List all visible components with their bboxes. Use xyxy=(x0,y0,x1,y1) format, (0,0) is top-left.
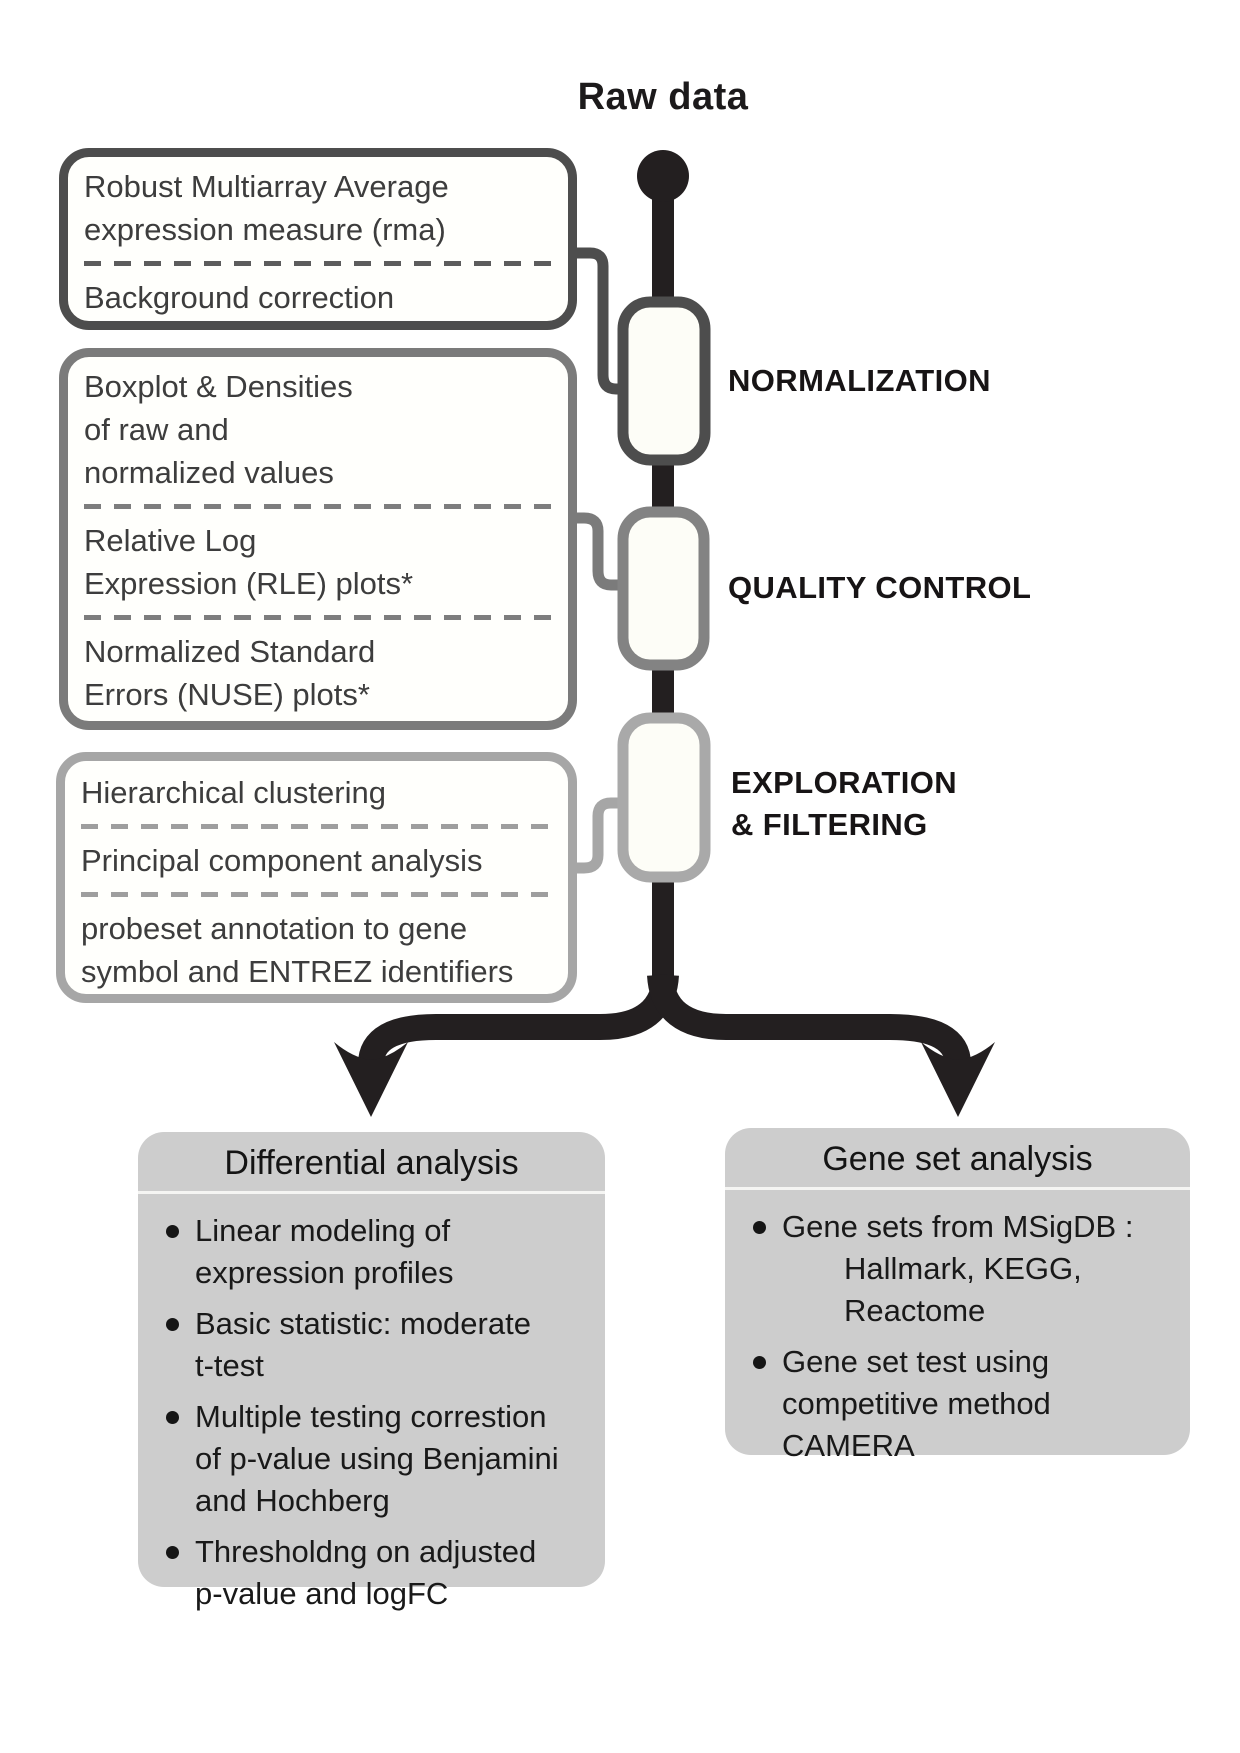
bullet-item xyxy=(166,1531,587,1615)
bullet-line: Multiple testing correstion xyxy=(195,1399,547,1434)
bullet-line: Basic statistic: moderate xyxy=(195,1306,531,1341)
bullet-line: competitive method xyxy=(782,1386,1051,1421)
bullet-dot-icon xyxy=(166,1546,179,1559)
step-line: Hierarchical clustering xyxy=(81,775,386,810)
bullet-line: and Hochberg xyxy=(195,1483,390,1518)
step-line: Normalized Standard xyxy=(84,634,376,669)
stage-node-normalization xyxy=(623,302,705,460)
step-line: probeset annotation to gene xyxy=(81,911,468,946)
step-cell xyxy=(81,907,554,993)
step-box-quality-control xyxy=(59,348,577,730)
bullet-item xyxy=(166,1396,587,1522)
stage-label-line: EXPLORATION xyxy=(731,765,958,800)
bullet-item xyxy=(166,1303,587,1387)
bullet-line: Hallmark, KEGG, xyxy=(844,1251,1082,1286)
stage-node-exploration xyxy=(623,718,705,877)
panel-title: Gene set analysis xyxy=(822,1140,1093,1178)
dashed-divider xyxy=(84,261,554,266)
step-line: Relative Log xyxy=(84,523,257,558)
bullet-dot-icon xyxy=(166,1411,179,1424)
step-cell xyxy=(81,771,554,814)
step-line: expression measure (rma) xyxy=(84,212,446,247)
stage-label-exploration xyxy=(731,762,957,846)
connector-quality-control xyxy=(577,518,624,585)
step-box-exploration xyxy=(56,752,577,1003)
stage-label-line: & FILTERING xyxy=(731,807,928,842)
connector-normalization xyxy=(577,253,624,389)
step-line: of raw and xyxy=(84,412,229,447)
bullet-item xyxy=(753,1341,1172,1467)
stage-label-normalization: NORMALIZATION xyxy=(728,363,991,398)
bullet-dot-icon xyxy=(753,1356,766,1369)
step-line: Background correction xyxy=(84,280,395,315)
stage-node-quality-control xyxy=(623,512,704,665)
step-cell xyxy=(84,519,554,605)
stage-label-quality-control: QUALITY CONTROL xyxy=(728,570,1032,605)
step-line: Expression (RLE) plots* xyxy=(84,566,414,601)
raw-data-node xyxy=(637,150,689,202)
panel-gene-set-analysis xyxy=(725,1128,1190,1463)
step-line: Errors (NUSE) plots* xyxy=(84,677,370,712)
raw-data-label: Raw data xyxy=(577,76,749,118)
step-line: Boxplot & Densities xyxy=(84,369,353,404)
step-line: normalized values xyxy=(84,455,334,490)
dashed-divider xyxy=(81,824,554,829)
bullet-dot-icon xyxy=(166,1225,179,1238)
bullet-line: t-test xyxy=(195,1348,264,1383)
bullet-line: CAMERA xyxy=(782,1428,915,1463)
bullet-dot-icon xyxy=(753,1221,766,1234)
dashed-divider xyxy=(84,504,554,509)
panel-differential-analysis xyxy=(138,1132,605,1611)
dashed-divider xyxy=(84,615,554,620)
bullet-line: Linear modeling of xyxy=(195,1213,451,1248)
bullet-line: of p-value using Benjamini xyxy=(195,1441,559,1476)
step-cell xyxy=(84,365,554,494)
bullet-line: Reactome xyxy=(844,1293,986,1328)
step-box-normalization xyxy=(59,148,577,330)
bullet-line: p-value and logFC xyxy=(195,1576,449,1611)
panel-title: Differential analysis xyxy=(224,1144,519,1182)
bullet-dot-icon xyxy=(166,1318,179,1331)
step-line: Principal component analysis xyxy=(81,843,483,878)
step-cell xyxy=(84,276,554,319)
bullet-item xyxy=(753,1206,1172,1332)
step-cell xyxy=(81,839,554,882)
step-line: Robust Multiarray Average xyxy=(84,169,449,204)
step-cell xyxy=(84,165,554,251)
step-line: symbol and ENTREZ identifiers xyxy=(81,954,514,989)
bullet-item xyxy=(166,1210,587,1294)
bullet-line: expression profiles xyxy=(195,1255,454,1290)
bullet-line: Gene sets from MSigDB : xyxy=(782,1209,1134,1244)
bullet-line: Gene set test using xyxy=(782,1344,1050,1379)
dashed-divider xyxy=(81,892,554,897)
step-cell xyxy=(84,630,554,716)
bullet-line: Thresholdng on adjusted xyxy=(195,1534,537,1569)
fork-arm-right xyxy=(660,975,958,1064)
connector-exploration xyxy=(577,803,624,868)
